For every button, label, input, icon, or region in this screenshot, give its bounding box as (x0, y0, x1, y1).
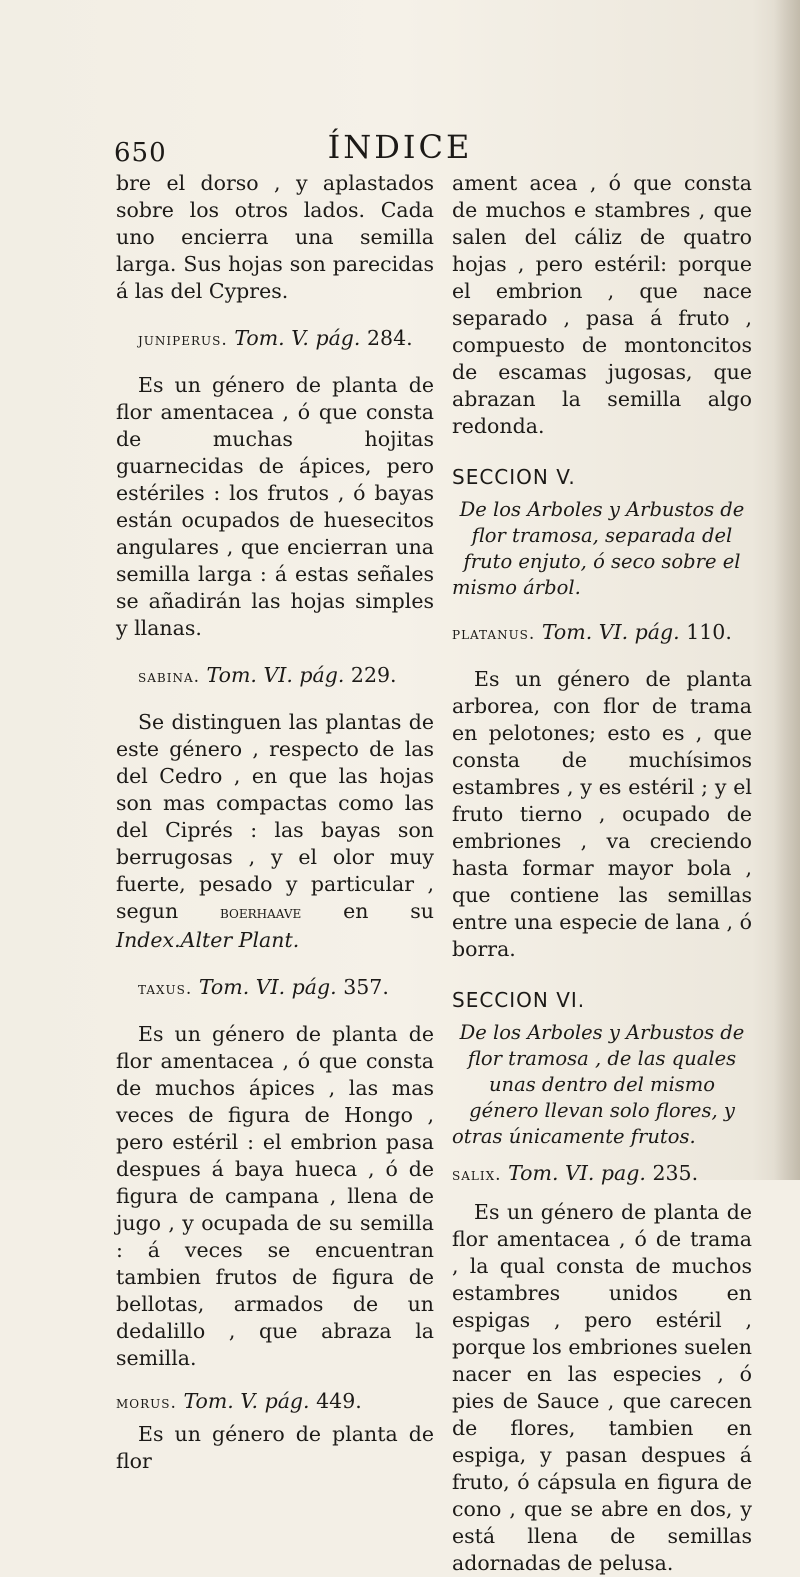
page-reference: 229. (350, 663, 397, 687)
page-reference: 357. (343, 975, 389, 999)
page-reference: 110. (686, 620, 732, 644)
paragraph-text: Se distinguen las plantas de este género , respecto de las del Cedro , en que las hojas son mas compactas como las del Ciprés : las bayas son berrugosas , y el olor muy fuerte, pesado y particular , segun (116, 710, 434, 923)
paragraph: Es un género de planta de flor (116, 1422, 434, 1473)
index-entry-juniperus (116, 325, 434, 354)
section-subtitle: De los Arboles y Arbustos de flor tramosa, separada del fruto enjuto, ó seco sobre el mismo árbol. (452, 498, 745, 599)
paragraph (116, 709, 434, 954)
genus-name: platanus. (452, 624, 536, 644)
genus-name: morus. (116, 1393, 177, 1413)
volume-reference: Tom. V. pág. (183, 1389, 310, 1413)
paragraph: bre el dorso , y aplastados sobre los otros lados. Cada uno encierra una semilla larga. Sus hojas son parecidas á las del Cypres. (116, 171, 434, 303)
page-edge-shadow (774, 0, 800, 1180)
page-reference: 449. (316, 1389, 362, 1413)
volume-reference: Tom. VI. pág. (541, 620, 680, 644)
right-column (452, 170, 752, 1577)
genus-name: salix. (452, 1165, 502, 1185)
paragraph: Es un género de planta de flor amentacea , ó que consta de muchos ápices , las mas veces de figura de Hongo , pero estéril : el embrion pasa despues á baya hueca , ó de figura de campana , llena de jugo , y ocupada de su semilla : á veces se encuentran tambien frutos de figura de bellotas, armados de un dedalillo , que abraza la semilla. (116, 1022, 434, 1370)
section-heading: SECCION VI. (452, 988, 586, 1012)
volume-reference: Tom. VI. pág. (198, 975, 337, 999)
running-head: ÍNDICE (327, 128, 473, 166)
page-reference: 284. (366, 326, 413, 350)
index-entry-taxus (116, 974, 434, 1003)
genus-name: taxus. (138, 979, 193, 999)
genus-name: juniperus. (138, 330, 228, 350)
left-column (116, 170, 434, 1475)
paragraph-text: en su (301, 899, 434, 923)
paragraph: Es un género de planta de flor amentacea , ó que consta de muchas hojitas guarnecidas de ápices, pero estériles : los frutos , ó bayas están ocupados de huesecitos angulares , que encierran una semilla larga : á estas señales se añadirán las hojas simples y llanas. (116, 373, 434, 640)
work-title: Index.Alter Plant. (116, 928, 300, 952)
index-entry-morus (116, 1388, 434, 1417)
author-name: boerhaave (220, 903, 302, 923)
volume-reference: Tom. V. pág. (234, 326, 361, 350)
page-reference: 235. (652, 1161, 699, 1185)
volume-reference: Tom. VI. pág. (206, 663, 345, 687)
index-entry-salix (452, 1160, 752, 1189)
page-header (0, 128, 800, 168)
page-number: 650 (114, 138, 167, 168)
volume-reference: Tom. VI. pag. (508, 1161, 646, 1185)
paragraph: Es un género de planta arborea, con flor de trama en pelotones; esto es , que consta de muchísimos estambres , y es estéril ; y el fruto tierno , ocupado de embriones , va creciendo hasta formar mayor bola , que contiene las semillas entre una especie de lana , ó borra. (452, 667, 752, 961)
index-entry-sabina (116, 662, 434, 691)
genus-name: sabina. (138, 667, 201, 687)
paragraph: ament acea , ó que consta de muchos e stambres , que salen del cáliz de quatro hojas , pero estéril: porque el embrion , que nace separado , pasa á fruto , compuesto de montoncitos de escamas jugosas, que abrazan la semilla algo redonda. (452, 171, 752, 438)
index-entry-platanus (452, 619, 752, 648)
section-heading: SECCION V. (452, 465, 576, 489)
paragraph: Es un género de planta de flor amentacea , ó de trama , la qual consta de muchos estambres unidos en espigas , pero estéril , porque los embriones suelen nacer en las especies , ó pies de Sauce , que carecen de flores, tambien en espiga, y pasan despues á fruto, ó cápsula en figura de cono , que se abre en dos, y está llena de semillas adornadas de pelusa. (452, 1200, 752, 1575)
section-subtitle: De los Arboles y Arbustos de flor tramosa , de las quales unas dentro del mismo género llevan solo flores, y otras únicamente frutos. (452, 1021, 745, 1148)
